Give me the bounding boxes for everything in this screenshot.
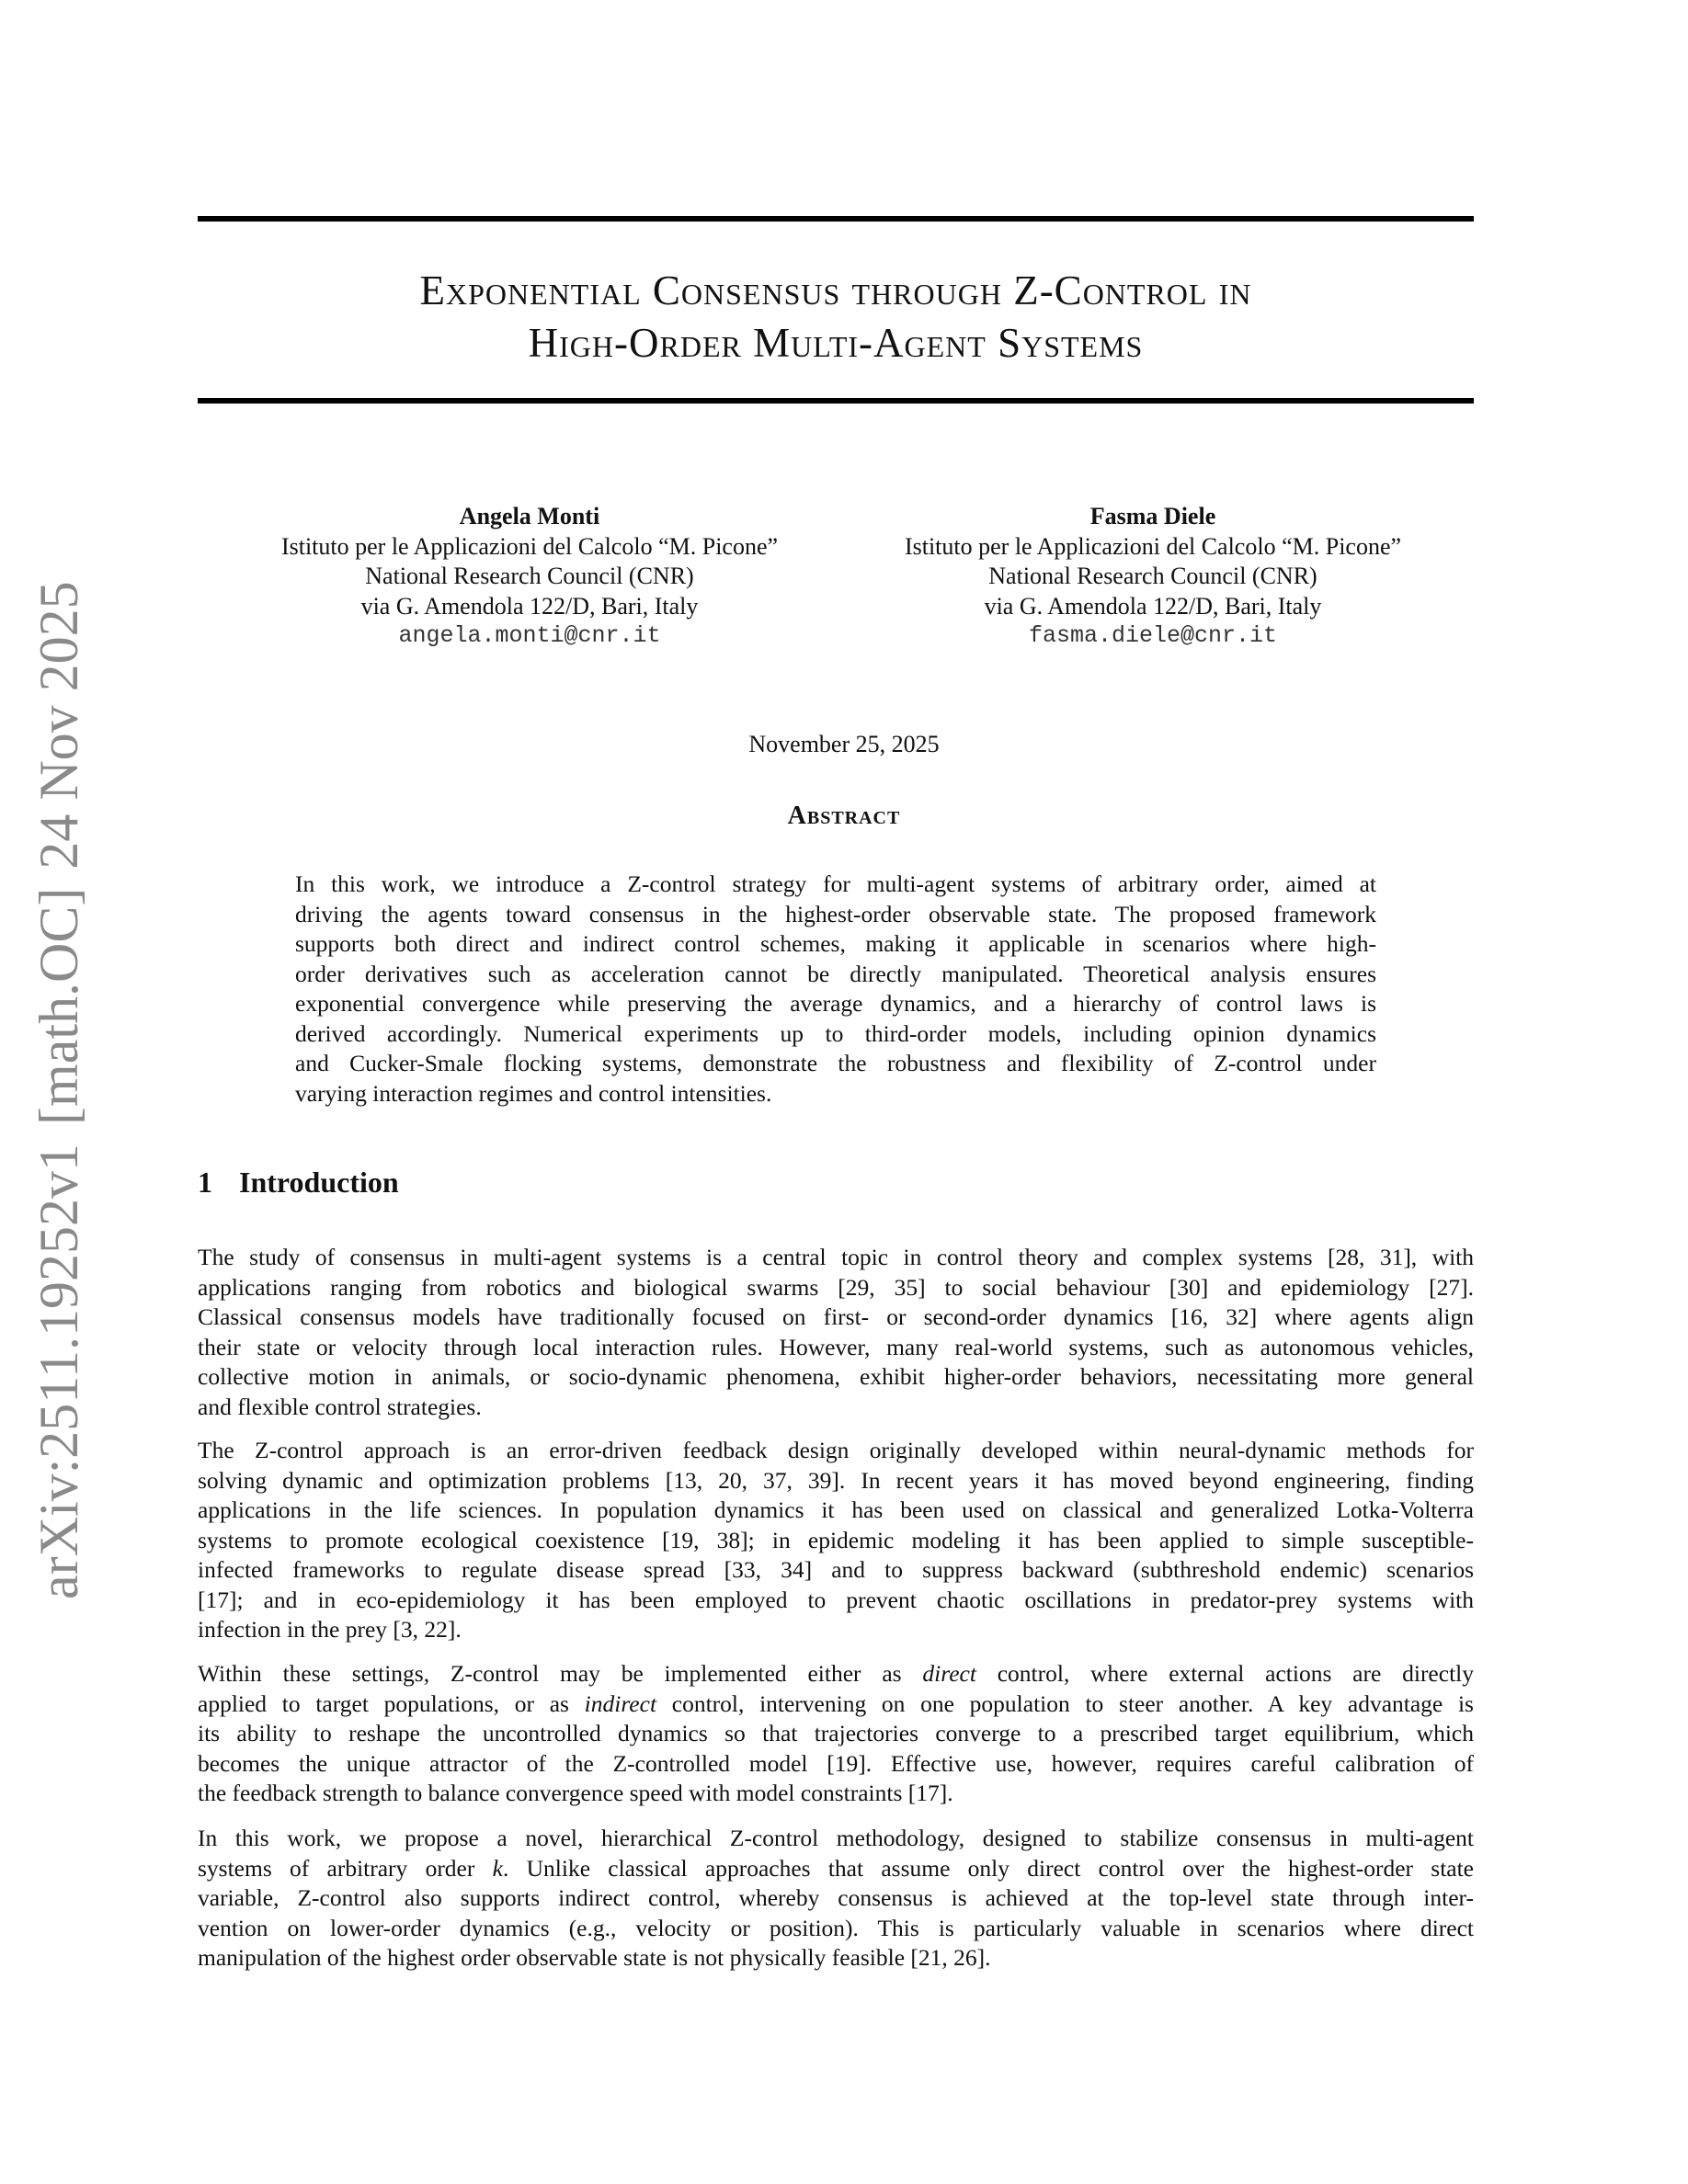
author-name: Angela Monti [459,503,600,529]
author-affiliation: Istituto per le Applicazioni del Calcolo “M. Picone” [280,532,779,560]
text-run: In this work, we introduce a Z-control strategy for multi-agent systems of arbitrary order, aimed at [295,870,1376,897]
text-line [198,1943,1474,1974]
abstract-heading: Abstract [787,802,901,830]
text-line [198,1914,1474,1944]
text-line [198,1466,1474,1496]
author-address: via G. Amendola 122/D, Bari, Italy [360,592,699,620]
text-run: order derivatives such as acceleration cannot be directly manipulated. Theoretical analysis ensures [295,960,1376,987]
text-run: derived accordingly. Numerical experiments up to third-order models, including opinion dynamics [295,1019,1376,1047]
text-line [295,929,1376,960]
text-line [198,1659,1474,1689]
author-address: via G. Amendola 122/D, Bari, Italy [984,592,1322,620]
text-run: vention on lower-order dynamics (e.g., velocity or position). This is particularly valuable in scenarios where direct [198,1914,1474,1941]
text-run: infection in the prey [3, 22]. [198,1616,462,1643]
text-line [295,1079,1376,1109]
text-line [198,1362,1474,1393]
text-run: applications ranging from robotics and biological swarms [29, 35] to social behaviour [30] and epidemiology [27]. [198,1273,1474,1301]
arxiv-id: arXiv:2511.19252v1 [29,1143,89,1599]
text-run: driving the agents toward consensus in the highest-order observable state. The proposed framework [295,900,1376,927]
text-run: infected frameworks to regulate disease spread [33, 34] and to suppress backward (subthreshold endemic) scenarios [198,1556,1474,1583]
title-line-2: High-Order Multi-Agent Systems [528,320,1144,366]
text-run: varying interaction regimes and control intensities. [295,1079,772,1107]
text-run: systems to promote ecological coexistence [19, 38]; in epidemic modeling it has been applied to simple susceptible- [198,1526,1474,1553]
text-line [198,1779,1474,1809]
paper-date: November 25, 2025 [748,731,940,757]
text-run: . Unlike classical approaches that assume only direct control over the highest-order state [502,1854,1475,1882]
section-heading [198,1166,399,1200]
author-email[interactable]: fasma.diele@cnr.it [1028,622,1278,649]
arxiv-identifier-sidebar [28,563,91,1599]
text-run: The Z-control approach is an error-driven feedback design originally developed within neural-dynamic methods for [198,1437,1474,1463]
text-line [198,1883,1474,1914]
text-line [198,1496,1474,1526]
paragraph [198,1659,1474,1809]
text-run: solving dynamic and optimization problems [13, 20, 37, 39]. In recent years it has moved beyond engineering, finding [198,1466,1474,1494]
italic-text: direct [922,1660,976,1687]
paragraph [198,1824,1474,1974]
author-block-2 [840,502,1466,652]
section-title: Introduction [239,1166,399,1199]
text-line [198,1586,1474,1616]
text-line [198,1526,1474,1556]
text-run: [17]; and in eco-epidemiology it has been employed to prevent chaotic oscillations in predator-prey systems with [198,1586,1474,1613]
italic-text: indirect [584,1689,657,1717]
text-line [295,900,1376,930]
paper-title [198,265,1474,370]
text-run: and flexible control strategies. [198,1393,482,1420]
text-line [198,1243,1474,1273]
text-line [198,1436,1474,1466]
author-block-1 [217,502,842,652]
text-run: supports both direct and indirect control schemes, making it applicable in scenarios where high- [295,930,1376,957]
text-line [198,1555,1474,1586]
text-line [198,1824,1474,1854]
section-number: 1 [198,1166,212,1199]
title-bottom-rule [198,398,1474,404]
author-organization: National Research Council (CNR) [988,563,1317,589]
text-line [295,870,1376,900]
text-run: applications in the life sciences. In population dynamics it has been used on classical and generalized Lotka-Volterra [198,1496,1474,1523]
author-email[interactable]: angela.monti@cnr.it [398,622,661,649]
text-run: exponential convergence while preserving the average dynamics, and a hierarchy of control laws is [295,990,1376,1017]
text-run: and Cucker-Smale flocking systems, demonstrate the robustness and flexibility of Z-control under [295,1050,1376,1076]
text-line [198,1273,1474,1303]
text-run: The study of consensus in multi-agent systems is a central topic in control theory and complex systems [28, 31], with [198,1244,1474,1270]
text-run: manipulation of the highest order observable state is not physically feasible [21, 26]. [198,1944,991,1971]
author-name: Fasma Diele [1089,503,1216,529]
text-run: systems of arbitrary order [198,1854,493,1882]
text-run: becomes the unique attractor of the Z-controlled model [19]. Effective use, however, requires careful calibration of [198,1749,1474,1777]
paragraph [198,1436,1474,1645]
text-run: its ability to reshape the uncontrolled dynamics so that trajectories converge to a prescribed target equilibrium, which [198,1720,1474,1746]
text-run: In this work, we propose a novel, hierarchical Z-control methodology, designed to stabilize consensus in multi-agent [198,1825,1474,1851]
text-line [295,960,1376,990]
text-line [198,1854,1474,1884]
text-run: collective motion in animals, or socio-dynamic phenomena, exhibit higher-order behaviors, necessitating more general [198,1363,1474,1390]
text-line [295,1019,1376,1050]
text-line [198,1302,1474,1333]
arxiv-date: 24 Nov 2025 [29,581,89,870]
text-line [198,1749,1474,1780]
text-line [198,1333,1474,1363]
text-run: control, where external actions are directly [975,1660,1474,1687]
text-run: Classical consensus models have traditionally focused on first- or second-order dynamics [16, 32] where agents align [198,1303,1474,1330]
paragraph [198,1243,1474,1422]
title-line-1: Exponential Consensus through Z-Control in [419,267,1252,313]
title-top-rule [198,216,1474,222]
text-run: Within these settings, Z-control may be implemented either as [198,1660,923,1687]
text-run: applied to target populations, or as [198,1689,585,1717]
text-run: variable, Z-control also supports indirect control, whereby consensus is achieved at the top-level state through inter- [198,1884,1474,1911]
text-line [198,1393,1474,1423]
text-run: their state or velocity through local interaction rules. However, many real-world systems, such as autonomous vehicles, [198,1333,1474,1360]
text-line [198,1615,1474,1645]
abstract-body [295,870,1376,1109]
arxiv-category: [math.OC] [29,887,89,1125]
text-run: the feedback strength to balance convergence speed with model constraints [17]. [198,1780,953,1806]
text-line [295,1049,1376,1079]
author-organization: National Research Council (CNR) [365,563,694,589]
author-affiliation: Istituto per le Applicazioni del Calcolo “M. Picone” [904,532,1402,560]
text-line [295,989,1376,1019]
text-line [198,1719,1474,1749]
italic-text: k [492,1854,503,1882]
text-line [198,1689,1474,1720]
text-run: control, intervening on one population to steer another. A key advantage is [656,1689,1474,1717]
